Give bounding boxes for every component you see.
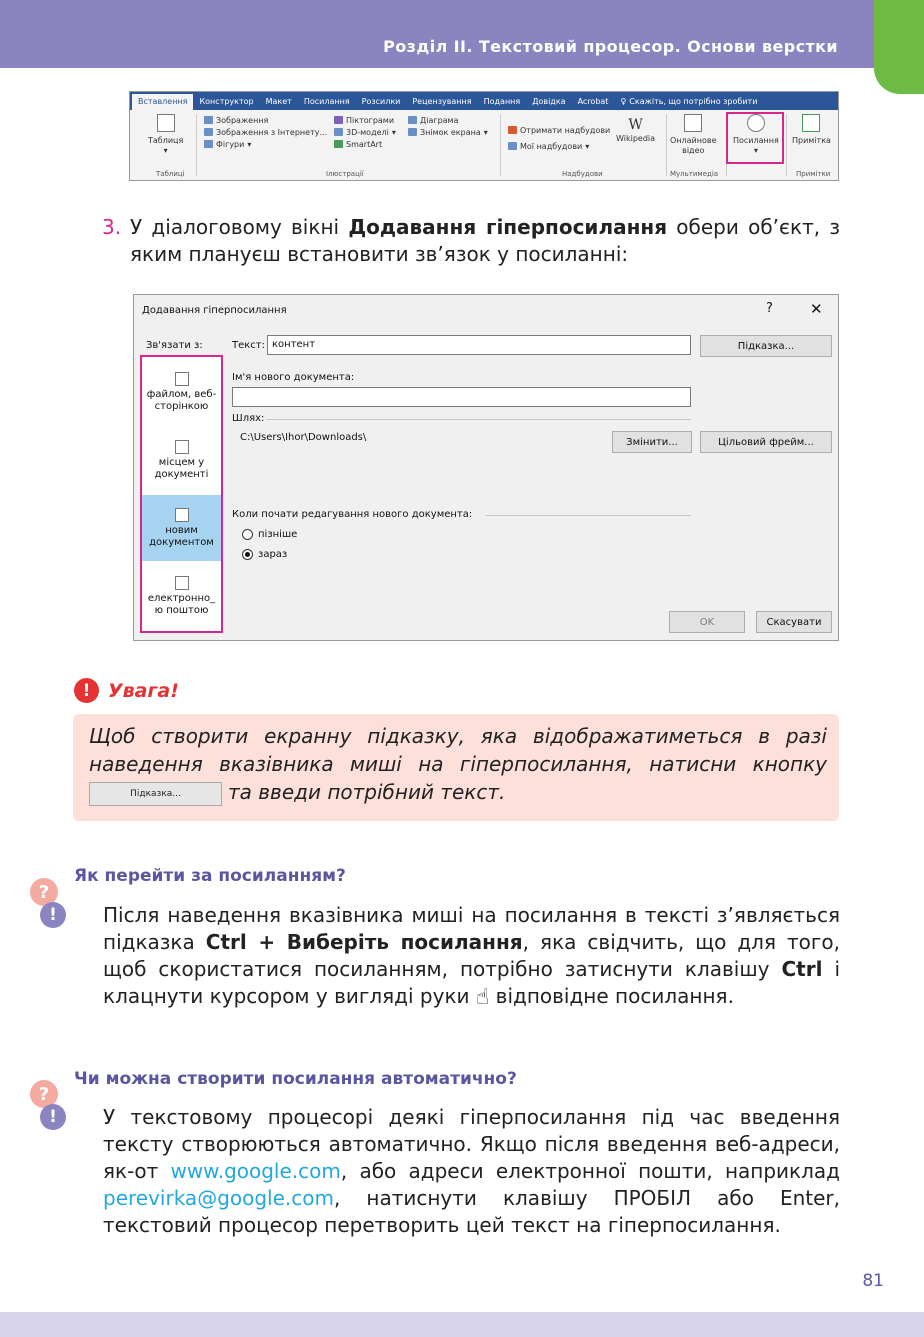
shapes-button[interactable]: Фігури ▾ [204,138,327,150]
answer-text: Після наведення вказівника миші на посилання в тексті з’являється підказка Ctrl + Виберіть посилання, яка свідчить, що для того, щоб скористатися посиланням, потрібно затиснути клавішу Ctrl і клацнути курсором у вигляді руки ☝ відповідне посилання. [103,903,841,1010]
pictograms-icon [334,116,343,124]
group-label: Надбудови [562,170,603,178]
video-icon [684,114,702,132]
tooltip-button-image: Підказка... [89,782,222,806]
chevron-down-icon: ▾ [753,146,758,155]
ribbon-body [130,110,838,180]
addins-group [508,122,610,154]
sidebar-item-email[interactable]: електронно_ ю поштою [142,563,221,629]
radio-circle [242,529,253,540]
3d-models-button[interactable]: 3D-моделі ▾ [334,126,396,138]
radio-later[interactable]: пізніше [242,529,297,540]
image-icon [204,116,213,124]
divider [500,114,501,176]
qa-icon [30,1080,72,1132]
step-text: У діалоговому вікні Додавання гіперпосилання обери об’єкт, з яким плануєш встановити зв’язок у посиланні: [130,215,840,266]
link-to-sidebar [140,355,223,633]
lightbulb-icon: ♀ [620,96,627,106]
page-number: 81 [862,1271,884,1291]
online-video-button[interactable]: Онлайнове відео [670,114,717,156]
file-web-icon [175,372,189,386]
cube-icon [334,128,343,136]
sidebar-item-file-webpage[interactable]: файлом, веб- сторінкою [142,359,221,425]
images-button[interactable]: Зображення [204,114,327,126]
chevron-down-icon: ▾ [247,139,252,149]
ribbon-tab[interactable]: Acrobat [577,96,609,106]
tell-me-box[interactable] [614,97,763,106]
document-place-icon [175,440,189,454]
question-heading: Чи можна створити посилання автоматично? [74,1069,517,1089]
divider [486,515,691,516]
divider [786,114,787,176]
hand-cursor-icon: ☝ [475,984,490,1010]
new-document-icon [175,508,189,522]
close-icon[interactable]: ✕ [810,300,823,318]
links-button[interactable]: Посилання ▾ [733,114,779,156]
table-button[interactable] [148,114,183,156]
illustrations-group-col1 [204,114,327,150]
radio-now[interactable]: зараз [242,549,287,560]
ribbon-tab[interactable]: Рецензування [412,96,472,106]
chapter-tab [874,0,924,94]
chart-icon [408,116,417,124]
my-addins-button[interactable]: Мої надбудови ▾ [508,138,610,154]
sidebar-item-new-doc[interactable]: новим документом [142,495,221,561]
help-icon[interactable]: ? [766,301,773,316]
divider [266,419,691,420]
tell-me-label: Скажіть, що потрібно зробити [629,96,758,106]
smartart-icon [334,140,343,148]
store-icon [508,126,517,134]
question-icon: ? [30,878,58,906]
addins-icon [508,142,517,150]
warning-title: Увага! [108,679,179,702]
shapes-icon [204,140,213,148]
comment-icon [802,114,820,132]
group-label: Мультимедіа [670,170,719,178]
question-heading: Як перейти за посиланням? [74,866,346,886]
hyperlink-dialog [133,294,839,641]
warning-heading [74,678,179,703]
link-to-label: Зв'язати з: [146,340,203,351]
new-doc-name-input[interactable] [232,387,691,407]
warning-icon: ! [74,678,99,703]
sidebar-item-place-in-doc[interactable]: місцем у документі [142,427,221,493]
divider [196,114,197,176]
warning-box: Щоб створити екранну підказку, яка відображатиметься в разі наведення вказівника миші на гіперпосилання, натисни кнопку Підказка... та введи потрібний текст. [73,714,839,821]
table-icon [157,114,175,132]
screenshot-button[interactable]: Знімок екрана ▾ [408,126,488,138]
ribbon-tab[interactable]: Розсилки [361,96,401,106]
comment-button[interactable]: Примітка [792,114,831,146]
chevron-down-icon: ▾ [483,127,488,137]
chevron-down-icon: ▾ [391,127,396,137]
question-icon: ? [30,1080,58,1108]
group-label: Ілюстрації [326,170,364,178]
ribbon-tab[interactable]: Довідка [532,96,566,106]
ok-button[interactable]: OK [669,611,745,633]
group-label: Примітки [796,170,831,178]
cancel-button[interactable]: Скасувати [756,611,832,633]
smartart-button[interactable]: SmartArt [334,138,396,150]
header-band [0,0,924,68]
table-label: Таблиця [148,136,184,145]
ribbon-tab[interactable]: Посилання [303,96,350,106]
email-icon [175,576,189,590]
text-input[interactable]: контент [267,335,691,355]
ribbon-tab[interactable]: Макет [265,96,292,106]
email-link[interactable]: perevirka@google.com [103,1186,334,1210]
edit-when-label: Коли почати редагування нового документа: [232,509,473,520]
divider [666,114,667,176]
step-3 [102,214,840,268]
chevron-down-icon: ▾ [585,141,590,151]
path-label: Шлях: [232,413,265,424]
path-value: C:\Users\Ihor\Downloads\ [240,432,367,443]
wikipedia-button[interactable]: W Wikipedia [616,117,656,143]
illustrations-group-col2 [334,114,396,150]
group-label: Таблиці [156,170,185,178]
illustrations-group-col3 [408,114,488,138]
exclamation-icon: ! [40,1104,66,1130]
chapter-title: Розділ II. Текстовий процесор. Основи верстки [383,37,838,56]
ribbon-tab[interactable]: Вставлення [132,94,193,110]
icons-button[interactable]: Піктограми [334,114,396,126]
get-addins-button[interactable]: Отримати надбудови [508,122,610,138]
ribbon-tab[interactable]: Конструктор [199,96,254,106]
target-frame-button[interactable]: Цільовий фрейм... [700,431,832,453]
exclamation-icon: ! [40,902,66,928]
wikipedia-icon: W [628,117,643,133]
answer-text: У текстовому процесорі деякі гіперпосилання під час введення тексту створюються автоматично. Якщо після введення веб-адреси, як-от www.google.com, або адреси електронної пошти, наприклад perevirka@google.com, натиснути клавішу ПРОБІЛ або Enter, текстовий процесор перетворить цей текст на гіперпосилання. [103,1105,841,1237]
chart-button[interactable]: Діаграма [408,114,488,126]
chevron-down-icon: ▾ [163,146,168,155]
ribbon-screenshot [129,91,839,181]
qa-icon [30,878,72,930]
change-button[interactable]: Змінити... [612,431,692,453]
step-number: 3. [102,215,122,239]
online-images-button[interactable]: Зображення з Інтернету... [204,126,327,138]
new-doc-name-label: Ім'я нового документа: [232,372,355,383]
radio-circle-selected [242,549,253,560]
google-link[interactable]: www.google.com [170,1159,341,1183]
footer-band [0,1312,924,1337]
screenshot-icon [408,128,417,136]
dialog-title: Додавання гіперпосилання [142,305,287,316]
online-image-icon [204,128,213,136]
links-highlight [726,112,784,164]
tooltip-button[interactable]: Підказка... [700,335,832,357]
text-label: Текст: [232,340,265,351]
ribbon-tabs [130,92,838,110]
ribbon-tab[interactable]: Подання [483,96,521,106]
